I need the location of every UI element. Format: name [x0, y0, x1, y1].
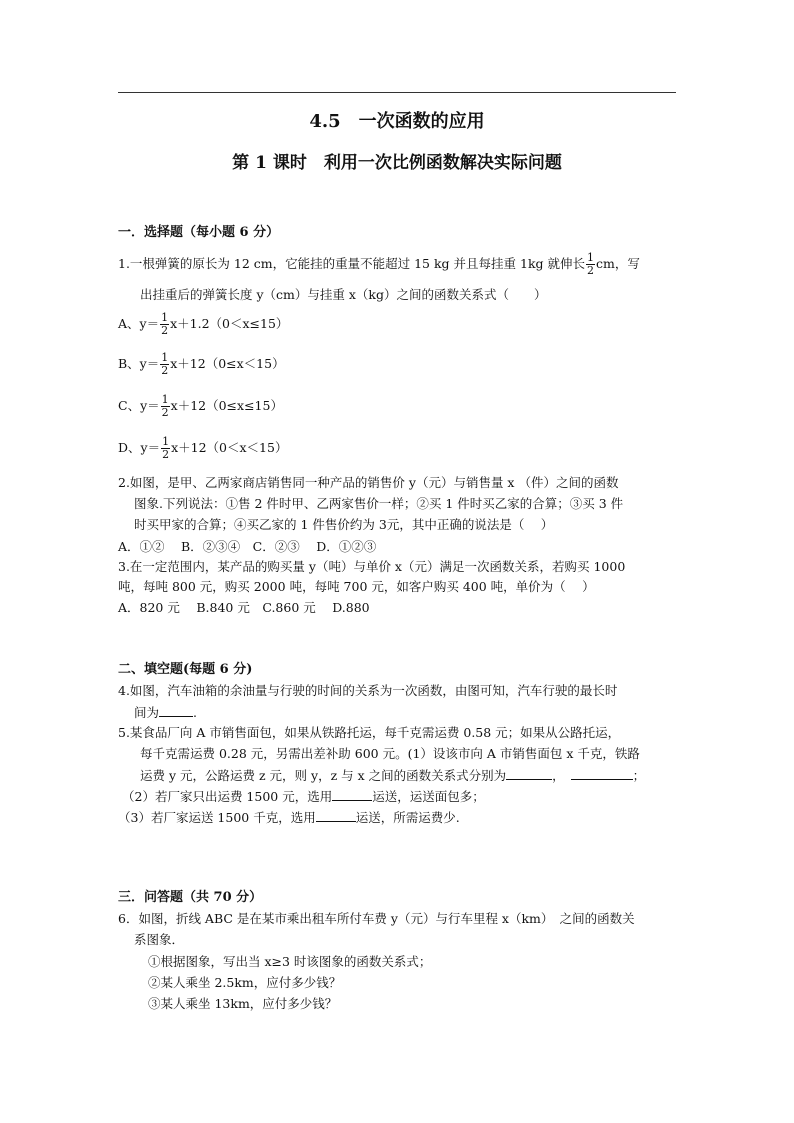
page-subtitle: 第 1 课时 利用一次比例函数解决实际问题 [232, 153, 562, 173]
q6-sub1: ①根据图象，写出当 x≥3 时该图象的函数关系式； [148, 954, 432, 969]
option-fraction [160, 352, 169, 377]
fraction-numerator: 1 [587, 251, 595, 264]
fraction-denominator: 2 [587, 264, 595, 277]
page-title: 4.5 一次函数的应用 [309, 111, 485, 132]
q2-line2: 图象.下列说法：①售 2 件时甲、乙两家售价一样；②买 1 件时买乙家的合算；③买 3 件 [134, 496, 624, 511]
option-suffix: x＋1.2（0＜x≤15） [170, 316, 289, 331]
q1-option-b [118, 352, 285, 377]
q5-part3 [118, 809, 460, 826]
q6-line2: 系图象． [134, 932, 185, 947]
option-fraction [160, 312, 169, 337]
q1-line1 [118, 252, 640, 277]
fraction-numerator: 1 [162, 435, 170, 448]
fraction-denominator: 2 [161, 364, 169, 377]
fraction-numerator: 1 [161, 311, 169, 324]
fraction-denominator: 2 [161, 324, 169, 337]
q5-comma: ， [552, 768, 565, 783]
q6-line1: 6．如图，折线 ABC 是在某市乘出租车所付车费 y（元）与行车里程 x（km） 之间的函数关 [118, 911, 635, 926]
section2-heading: 二、填空题(每题 6 分) [118, 662, 253, 677]
q2-line1: 2.如图，是甲、乙两家商店销售同一种产品的销售价 y（元）与销售量 x （件）之间的函数 [118, 475, 619, 490]
q5-line2: 每千克需运费 0.28 元，另需出差补助 600 元。(1）设该市向 A 市销售面包 x 千克，铁路 [140, 746, 640, 761]
option-suffix: x＋12（0≤x≤15） [170, 398, 283, 413]
q5-answer-blank-z[interactable] [571, 767, 633, 780]
option-suffix: x＋12（0＜x＜15） [171, 440, 288, 455]
q5-text: 运费 y 元，公路运费 z 元，则 y，z 与 x 之间的函数关系式分别为 [140, 768, 507, 783]
q5-part3-text-end: 运送，所需运费少. [355, 810, 460, 825]
q5-part2-text: （2）若厂家只出运费 1500 元，选用 [122, 789, 333, 804]
q4-line2 [134, 704, 197, 721]
q5-part2-blank[interactable] [332, 788, 372, 801]
fraction-denominator: 2 [162, 448, 170, 461]
option-prefix: C、y＝ [118, 398, 160, 413]
section1-heading: 一．选择题（每小题 6 分） [118, 225, 280, 240]
q1-line2: 出挂重后的弹簧长度 y（cm）与挂重 x（kg）之间的函数关系式（ ） [140, 287, 547, 302]
q3-line2: 吨，每吨 800 元，购买 2000 吨，每吨 700 元，如客户购买 400 吨，单价为（ ） [118, 579, 595, 594]
q3-options: A．820 元 B.840 元 C.860 元 D.880 [118, 600, 370, 615]
q4-period: . [193, 705, 197, 720]
q5-semicolon: ； [632, 768, 646, 783]
fraction-denominator: 2 [161, 406, 169, 419]
q4-text: 间为 [134, 705, 160, 720]
q4-answer-blank[interactable] [159, 704, 193, 717]
option-fraction [161, 394, 170, 419]
q1-option-c [118, 394, 283, 419]
option-prefix: B、y＝ [118, 356, 160, 371]
q5-line1: 5.某食品厂向 A 市销售面包，如果从铁路托运，每千克需运费 0.58 元；如果从公路托运， [118, 725, 621, 740]
q5-part3-text: （3）若厂家运送 1500 千克，选用 [118, 810, 316, 825]
option-suffix: x＋12（0≤x＜15） [170, 356, 285, 371]
header-rule [118, 92, 676, 93]
option-prefix: D、y＝ [118, 440, 161, 455]
q5-part3-blank[interactable] [316, 809, 356, 822]
q3-line1: 3.在一定范围内，某产品的购买量 y（吨）与单价 x（元）满足一次函数关系，若购买 1000 [118, 559, 626, 574]
q5-line3 [140, 767, 645, 784]
q1-text-b: cm，写 [596, 256, 640, 271]
q2-options: A．①② B．②③④ C．②③ D．①②③ [118, 539, 377, 554]
q5-part2-text-end: 运送，运送面包多； [372, 789, 485, 804]
q5-part2 [122, 788, 485, 805]
q4-line1: 4.如图，汽车油箱的余油量与行驶的时间的关系为一次函数，由图可知，汽车行驶的最长时 [118, 683, 618, 698]
option-fraction [161, 436, 170, 461]
q6-sub3: ③某人乘坐 13km，应付多少钱？ [148, 996, 338, 1011]
q1-text-a: 1.一根弹簧的原长为 12 cm，它能挂的重量不能超过 15 kg 并且每挂重 1kg 就伸长 [118, 256, 586, 271]
fraction-numerator: 1 [161, 393, 169, 406]
q1-option-a [118, 312, 288, 337]
q1-fraction [586, 252, 595, 277]
q5-answer-blank-y[interactable] [506, 767, 552, 780]
q6-sub2: ②某人乘坐 2.5km，应付多少钱？ [148, 975, 342, 990]
fraction-numerator: 1 [161, 351, 169, 364]
section3-heading: 三．问答题（共 70 分） [118, 890, 263, 905]
q2-line3: 时买甲家的合算；④买乙家的 1 件售价约为 3元，其中正确的说法是（ ） [134, 517, 554, 532]
option-prefix: A、y＝ [118, 316, 160, 331]
q1-option-d [118, 436, 287, 461]
